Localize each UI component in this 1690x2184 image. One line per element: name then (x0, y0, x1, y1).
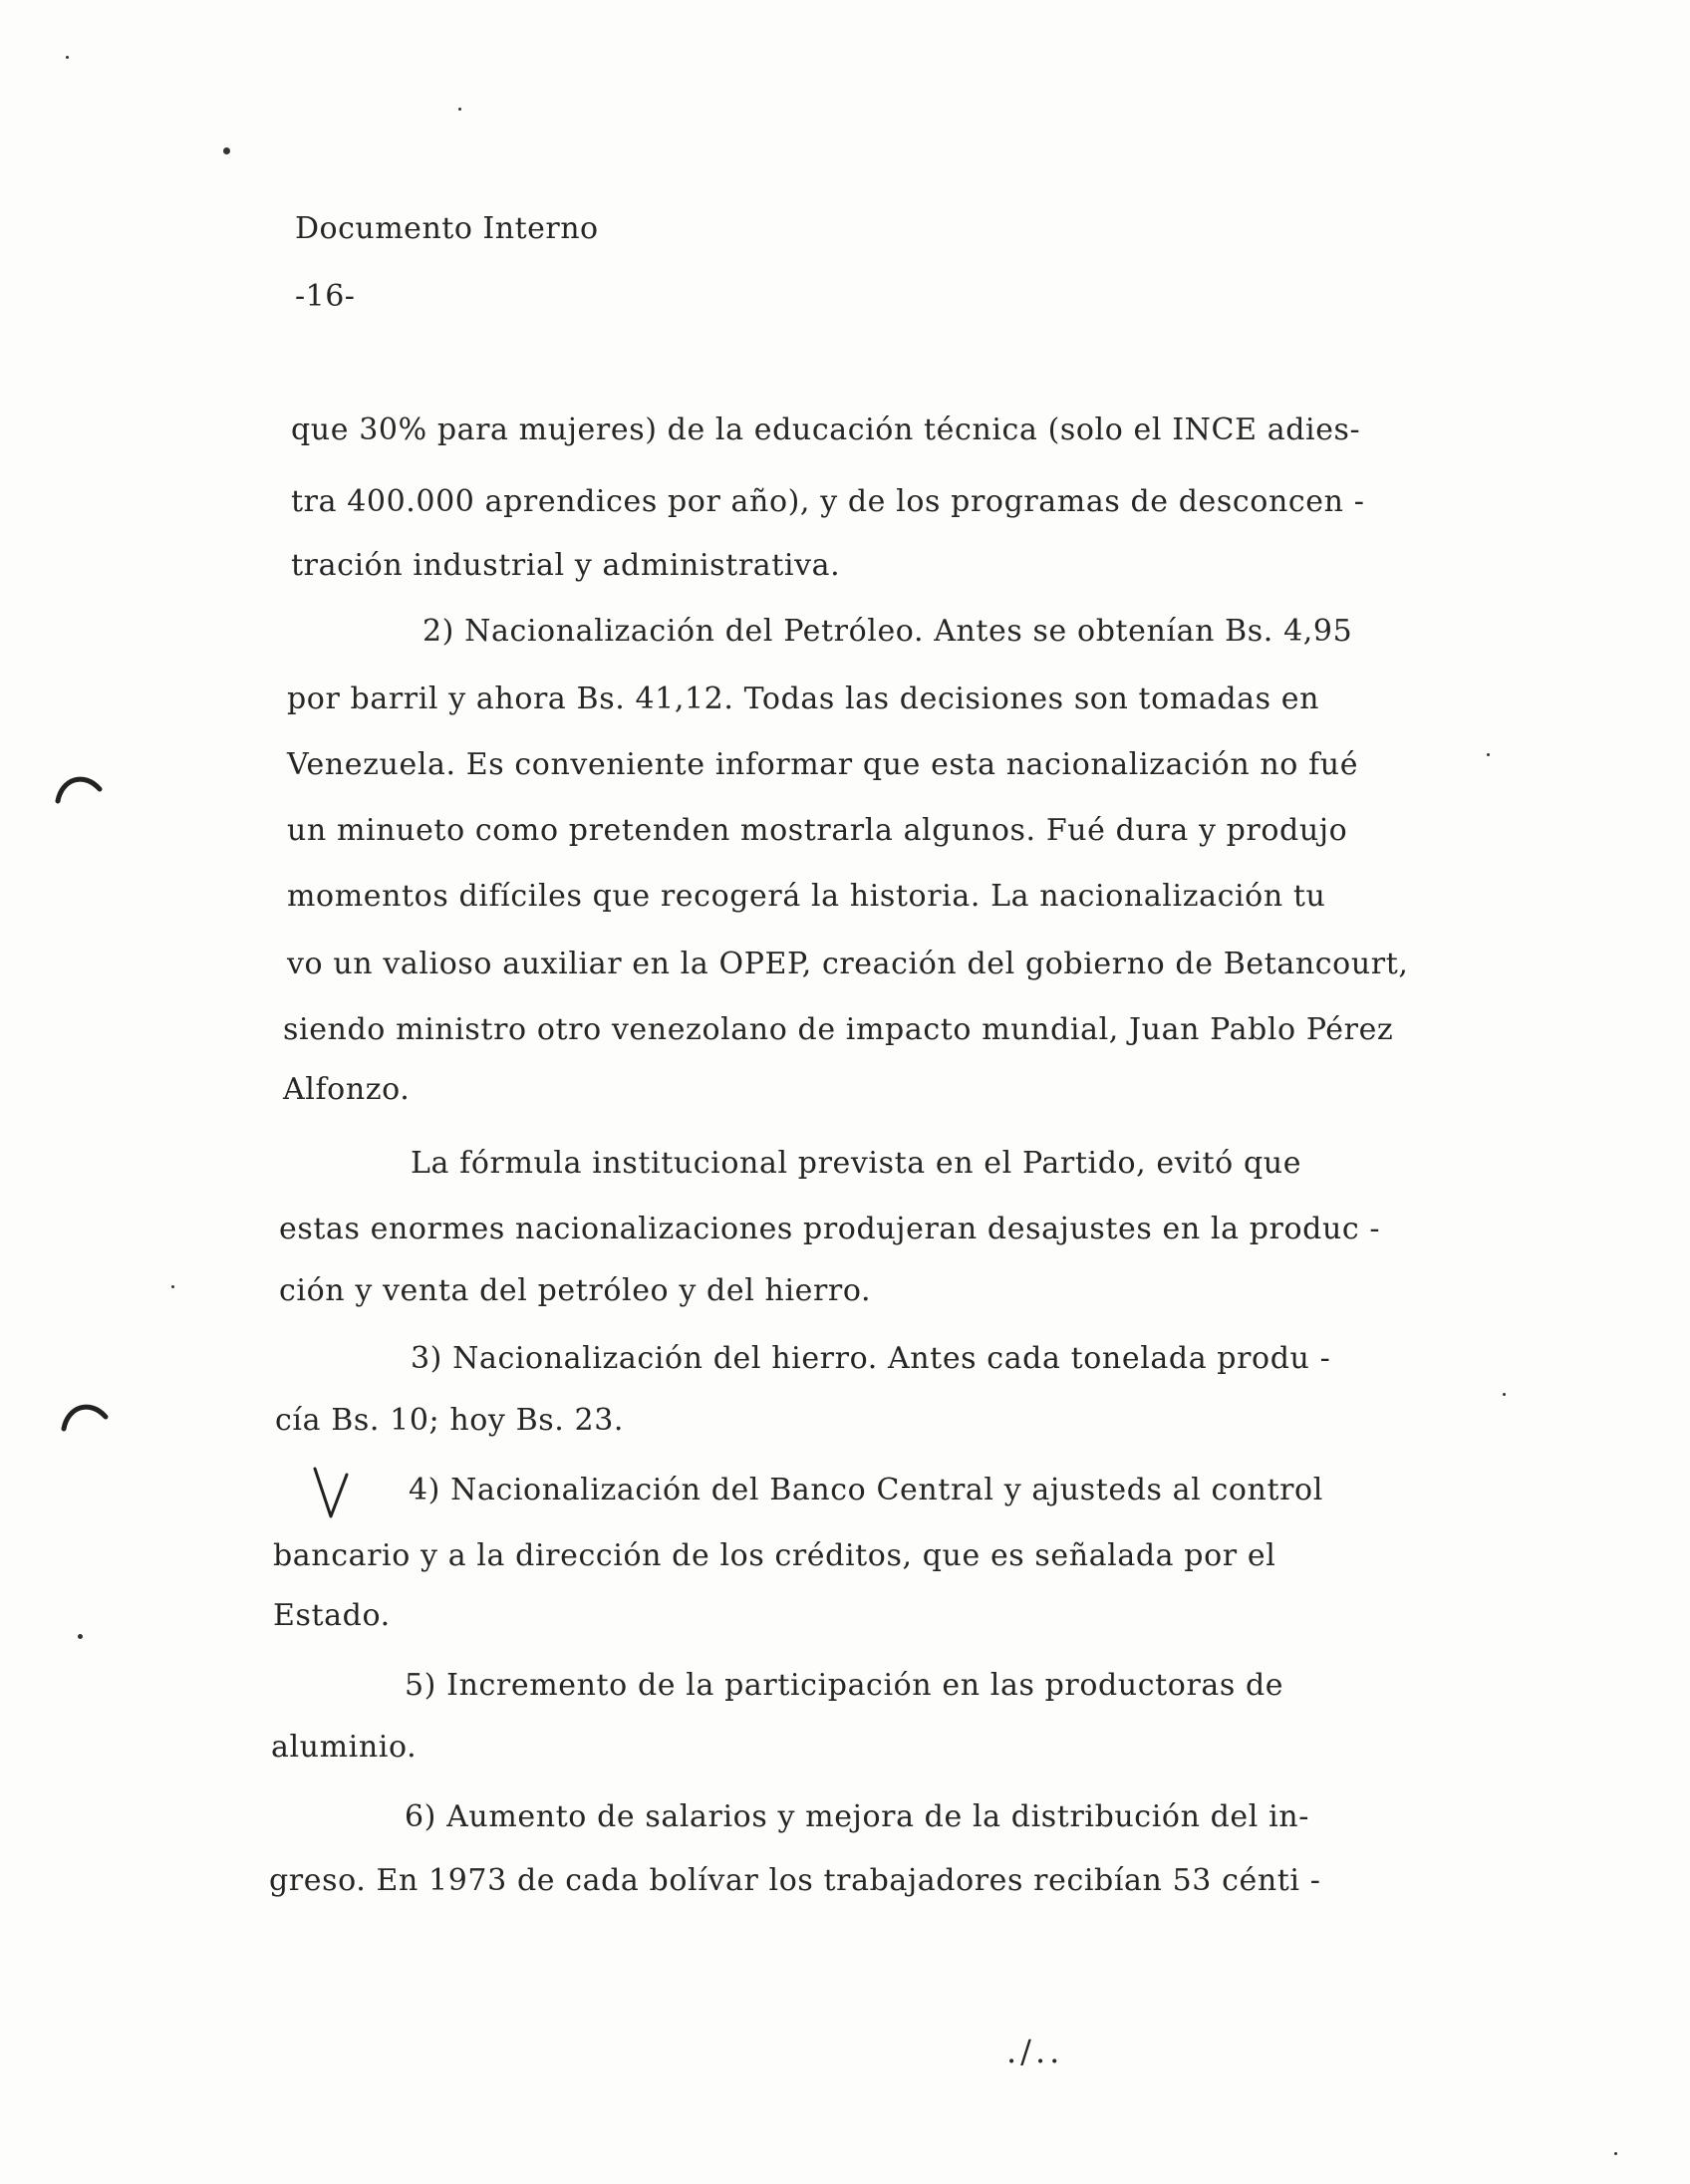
scan-speck (78, 1634, 83, 1639)
scan-speck (1614, 2152, 1617, 2155)
page-number: -16- (295, 279, 356, 314)
punch-hole-arc (54, 767, 104, 807)
document-title: Documento Interno (295, 211, 599, 246)
scan-speck (223, 147, 230, 154)
text-line: Alfonzo. (283, 1072, 411, 1107)
text-line: bancario y a la dirección de los créditos, que es señalada por el (273, 1538, 1276, 1573)
text-line: siendo ministro otro venezolano de impacto mundial, Juan Pablo Pérez (283, 1012, 1394, 1047)
handwritten-check-mark (311, 1465, 361, 1522)
punch-hole-arc (60, 1395, 110, 1435)
text-line: 4) Nacionalización del Banco Central y ajusteds al control (409, 1473, 1323, 1507)
text-line: 2) Nacionalización del Petróleo. Antes se obtenían Bs. 4,95 (422, 614, 1353, 649)
text-line: vo un valioso auxiliar en la OPEP, creación del gobierno de Betancourt, (287, 947, 1409, 981)
scan-speck (1503, 1393, 1506, 1396)
text-line: que 30% para mujeres) de la educación técnica (solo el INCE adies- (291, 412, 1361, 447)
text-line: momentos difíciles que recogerá la historia. La nacionalización tu (287, 879, 1326, 914)
text-line: 5) Incremento de la participación en las productoras de (405, 1668, 1284, 1703)
text-line: tra 400.000 aprendices por año), y de los programas de desconcen - (291, 484, 1365, 519)
text-line: Venezuela. Es conveniente informar que esta nacionalización no fué (287, 747, 1359, 782)
text-line: 3) Nacionalización del hierro. Antes cada tonelada produ - (411, 1341, 1331, 1376)
text-line: cía Bs. 10; hoy Bs. 23. (275, 1403, 625, 1438)
text-line: greso. En 1973 de cada bolívar los trabajadores recibían 53 cénti - (269, 1863, 1321, 1898)
text-line: Estado. (273, 1598, 391, 1633)
scan-speck (171, 1285, 174, 1288)
scan-speck (66, 56, 69, 59)
continuation-mark: ./.. (1006, 2033, 1064, 2070)
text-line: ción y venta del petróleo y del hierro. (279, 1273, 872, 1308)
text-line: un minueto como pretenden mostrarla algunos. Fué dura y produjo (287, 813, 1348, 848)
text-line: aluminio. (271, 1730, 418, 1765)
scan-speck (1487, 753, 1490, 756)
text-line: estas enormes nacionalizaciones produjeran desajustes en la produc - (279, 1212, 1381, 1246)
text-line: por barril y ahora Bs. 41,12. Todas las decisiones son tomadas en (287, 682, 1320, 716)
text-line: 6) Aumento de salarios y mejora de la distribución del in- (405, 1799, 1309, 1834)
scan-speck (458, 108, 461, 111)
text-line: La fórmula institucional prevista en el Partido, evitó que (411, 1146, 1302, 1181)
text-line: tración industrial y administrativa. (291, 548, 841, 583)
